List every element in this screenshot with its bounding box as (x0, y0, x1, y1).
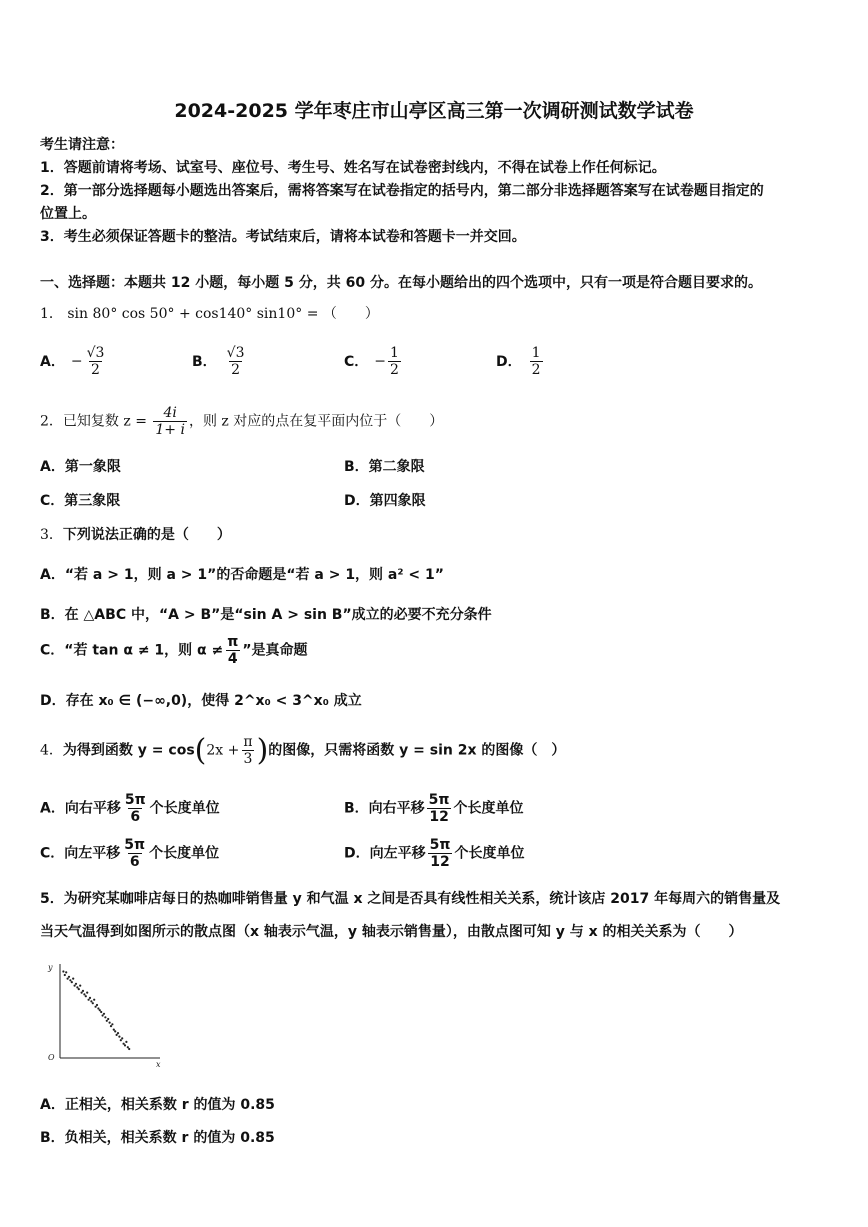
scatter-point (78, 988, 80, 990)
scatter-point (114, 1030, 116, 1032)
fraction (530, 345, 543, 378)
scatter-point (125, 1041, 127, 1043)
option-sign: − (374, 353, 387, 370)
q3-option-b[interactable]: B．在 △ABC 中，“A > B”是“sin A > sin B”成立的必要不充分条件 (40, 607, 492, 623)
fraction-numerator: π (227, 634, 239, 650)
q4-option-b[interactable] (344, 792, 524, 825)
fraction (225, 345, 247, 378)
scatter-point (100, 1011, 102, 1013)
notice-line-3: 3．考生必须保证答题卡的整洁。考试结束后，请将本试卷和答题卡一并交回。 (40, 229, 526, 245)
fraction-denominator: 1+ i (155, 422, 185, 438)
left-paren: ( (194, 733, 207, 768)
q1-option-b[interactable] (192, 345, 249, 378)
scatter-point (83, 993, 85, 995)
scatter-point (110, 1025, 112, 1027)
q4-option-d[interactable] (344, 837, 524, 870)
option-c-pre: C．“若 tan α ≠ 1，则 α ≠ (40, 642, 224, 659)
scatter-point (124, 1044, 126, 1046)
fraction-numerator: 4i (163, 405, 177, 421)
q2-option-a[interactable]: A．第一象限 (40, 459, 121, 475)
fraction-denominator: 4 (227, 651, 238, 667)
notice-line-2a: 2．第一部分选择题每小题选出答案后，需将答案写在试卷指定的括号内，第二部分非选择题答案写在试卷题目指定的 (40, 183, 764, 199)
option-text: B．向右平移 (344, 800, 425, 817)
scatter-point (116, 1034, 118, 1036)
q3-option-c[interactable] (40, 634, 308, 667)
option-label: A． (40, 353, 65, 370)
question-2-post: ，则 z 对应的点在复平面内位于（ ） (188, 413, 444, 430)
scatter-point (90, 1000, 92, 1002)
scatter-point (86, 992, 88, 994)
question-number: 3． (40, 527, 63, 543)
scatter-plot (42, 960, 168, 1070)
fraction-numerator: 1 (390, 345, 399, 361)
fraction-denominator: 12 (429, 809, 449, 825)
scatter-point (103, 1013, 105, 1015)
scatter-point (92, 1002, 94, 1004)
q1-option-d[interactable] (496, 345, 545, 378)
question-1-expression: sin 80° cos 50° + cos140° sin10° = （ ） (67, 306, 379, 322)
option-text: 个长度单位 (453, 800, 524, 817)
fraction (241, 734, 254, 767)
fraction-denominator: 12 (430, 854, 450, 870)
q4-option-a[interactable] (40, 792, 220, 825)
q3-option-d[interactable]: D．存在 x₀ ∈ (−∞,0)，使得 2^x₀ < 3^x₀ 成立 (40, 693, 362, 709)
scatter-point (128, 1048, 130, 1050)
scatter-point (69, 979, 71, 981)
notice-line-2b: 位置上。 (40, 206, 96, 222)
scatter-point (64, 974, 66, 976)
option-text: 个长度单位 (149, 845, 220, 862)
option-text: 个长度单位 (454, 845, 525, 862)
question-1 (40, 303, 379, 323)
scatter-point (74, 985, 76, 987)
option-text: D．向左平移 (344, 845, 426, 862)
scatter-point (127, 1046, 129, 1048)
q4-option-c[interactable] (40, 837, 219, 870)
fraction-numerator: 5π (428, 792, 450, 808)
question-5-line-1 (40, 888, 780, 908)
scatter-point (99, 1009, 101, 1011)
scatter-point (96, 1004, 98, 1006)
scatter-point (89, 997, 91, 999)
question-number: 4． (40, 742, 63, 759)
fraction (85, 345, 107, 378)
fraction-numerator: 5π (124, 837, 146, 853)
scatter-points (62, 970, 130, 1050)
fraction-denominator: 2 (531, 362, 541, 378)
fraction-numerator: √3 (86, 345, 105, 361)
question-3-stem: 下列说法正确的是（ ） (62, 527, 231, 543)
x-axis-label: x (156, 1060, 161, 1069)
fraction-denominator: 6 (129, 854, 140, 870)
q1-option-a[interactable] (40, 345, 108, 378)
scatter-point (85, 995, 87, 997)
scatter-point (111, 1023, 113, 1025)
question-5-text: 为研究某咖啡店每日的热咖啡销售量 y 和气温 x 之间是否具有线性相关关系，统计该店 2017 年每周六的销售量及 (63, 891, 781, 907)
option-label: B． (192, 353, 217, 370)
fraction (122, 837, 147, 870)
scatter-point (97, 1007, 99, 1009)
question-number: 5． (40, 891, 64, 907)
question-number: 2． (40, 413, 63, 430)
scatter-point (68, 976, 70, 978)
fraction (427, 792, 452, 825)
fraction (123, 792, 148, 825)
scatter-point (71, 981, 73, 983)
fraction-denominator: 2 (390, 362, 399, 378)
fraction-denominator: 6 (130, 809, 141, 825)
question-2-pre: 已知复数 z = (62, 413, 147, 430)
fraction-numerator: 1 (531, 345, 541, 361)
scatter-point (76, 986, 78, 988)
fraction-denominator: 3 (243, 751, 253, 767)
scatter-point (109, 1022, 111, 1024)
scatter-point (113, 1029, 115, 1031)
origin-label: O (48, 1053, 55, 1062)
option-text: A．向右平移 (40, 800, 121, 817)
scatter-point (82, 990, 84, 992)
scatter-point (88, 999, 90, 1001)
scatter-point (93, 999, 95, 1001)
scatter-point (67, 978, 69, 980)
question-4-pre: 为得到函数 y = cos (62, 742, 195, 759)
q2-option-d[interactable]: D．第四象限 (344, 493, 426, 509)
fraction-numerator: √3 (226, 345, 245, 361)
scatter-point (120, 1039, 122, 1041)
page-title: 2024-2025 学年枣庄市山亭区高三第一次调研测试数学试卷 (174, 100, 694, 122)
notice-heading: 考生请注意： (40, 137, 124, 153)
question-3 (40, 524, 231, 544)
question-2 (40, 405, 443, 438)
scatter-point (104, 1016, 106, 1018)
scatter-point (123, 1043, 125, 1045)
question-number: 1． (40, 306, 63, 322)
option-text: 个长度单位 (149, 800, 220, 817)
question-4-inner: 2x + (206, 742, 240, 759)
fraction-numerator: 5π (124, 792, 146, 808)
notice-line-1: 1．答题前请将考场、试室号、座位号、考生号、姓名写在试卷密封线内，不得在试卷上作任何标记。 (40, 160, 666, 176)
fraction (428, 837, 453, 870)
section-heading: 一、选择题：本题共 12 小题，每小题 5 分，共 60 分。在每小题给出的四个选项中，只有一项是符合题目要求的。 (40, 275, 762, 291)
question-4-post: 的图像，只需将函数 y = sin 2x 的图像（ ） (268, 742, 566, 759)
q5-option-b[interactable]: B．负相关，相关系数 r 的值为 0.85 (40, 1130, 275, 1146)
fraction (153, 405, 187, 438)
fraction-denominator: 2 (91, 362, 100, 378)
y-axis-label: y (48, 963, 53, 972)
scatter-point (72, 978, 74, 980)
scatter-point (117, 1032, 119, 1034)
fraction-numerator: π (243, 734, 253, 750)
scatter-point (62, 970, 64, 972)
fraction-denominator: 2 (231, 362, 241, 378)
fraction-numerator: 5π (429, 837, 451, 853)
scatter-point (118, 1036, 120, 1038)
question-5-line-2: 当天气温得到如图所示的散点图（x 轴表示气温，y 轴表示销售量），由散点图可知 y 与 x 的相关关系为（ ） (40, 924, 743, 940)
scatter-point (75, 983, 77, 985)
q2-option-b[interactable]: B．第二象限 (344, 459, 425, 475)
scatter-point (106, 1020, 108, 1022)
right-paren: ) (256, 733, 269, 768)
question-4 (40, 733, 565, 768)
scatter-point (95, 1006, 97, 1008)
scatter-point (107, 1018, 109, 1020)
option-label: C． (344, 353, 369, 370)
option-label: D． (496, 353, 522, 370)
scatter-point (81, 992, 83, 994)
fraction (388, 345, 401, 378)
option-c-post: ”是真命题 (242, 642, 308, 659)
q5-option-a[interactable]: A．正相关，相关系数 r 的值为 0.85 (40, 1097, 275, 1113)
option-text: C．向左平移 (40, 845, 121, 862)
scatter-point (121, 1037, 123, 1039)
q3-option-a[interactable]: A．“若 a > 1，则 a > 1”的否命题是“若 a > 1，则 a² < 1” (40, 567, 444, 583)
scatter-point (65, 971, 67, 973)
fraction (225, 634, 240, 667)
q2-option-c[interactable]: C．第三象限 (40, 493, 121, 509)
scatter-point (102, 1014, 104, 1016)
q1-option-c[interactable] (344, 345, 403, 378)
option-sign: − (70, 353, 83, 370)
scatter-point (79, 985, 81, 987)
